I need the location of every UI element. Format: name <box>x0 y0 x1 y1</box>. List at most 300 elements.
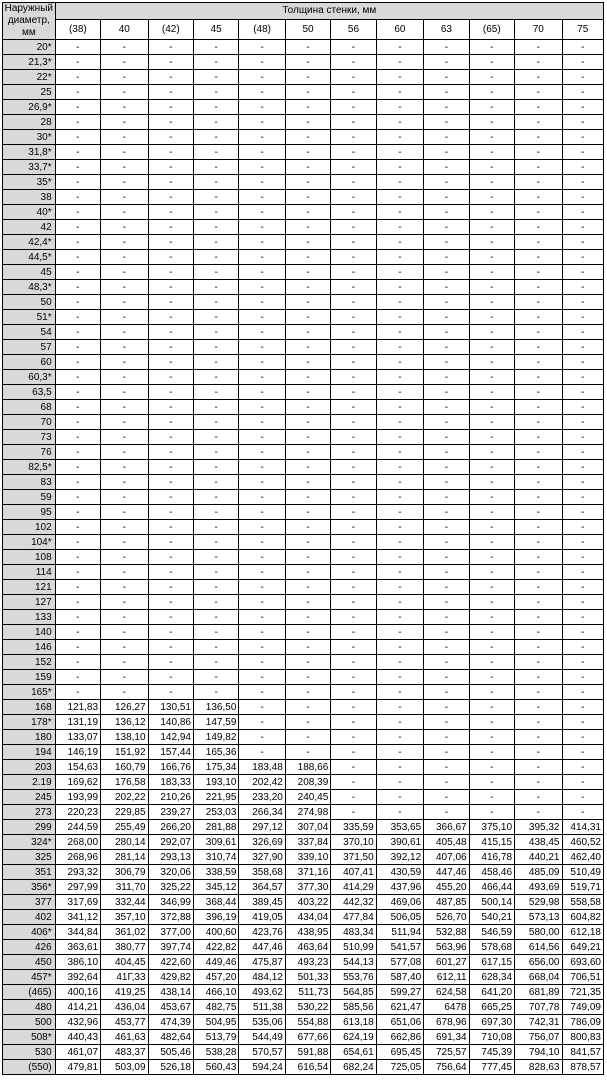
value-cell: - <box>469 55 514 70</box>
value-cell: - <box>469 430 514 445</box>
diameter-cell: 402 <box>3 910 56 925</box>
value-cell: - <box>101 670 148 685</box>
value-cell: - <box>239 550 285 565</box>
value-cell: - <box>424 175 469 190</box>
value-cell: 504,95 <box>193 1015 238 1030</box>
column-header: 70 <box>515 19 562 39</box>
diameter-cell: 70 <box>3 415 56 430</box>
value-cell: - <box>331 265 376 280</box>
value-cell: 538,28 <box>193 1045 238 1060</box>
value-cell: - <box>515 655 562 670</box>
value-cell: 415,15 <box>469 835 514 850</box>
value-cell: - <box>515 235 562 250</box>
table-row <box>3 940 604 955</box>
value-cell: - <box>469 235 514 250</box>
value-cell: 434,04 <box>285 910 330 925</box>
value-cell: - <box>515 265 562 280</box>
value-cell: - <box>424 805 469 820</box>
value-cell: - <box>469 640 514 655</box>
value-cell: 786,09 <box>562 1015 604 1030</box>
table-row <box>3 70 604 85</box>
value-cell: - <box>55 415 100 430</box>
value-cell: - <box>101 265 148 280</box>
value-cell: - <box>285 310 330 325</box>
value-cell: 138,10 <box>101 730 148 745</box>
value-cell: 878,57 <box>562 1060 604 1075</box>
value-cell: - <box>424 325 469 340</box>
value-cell: - <box>285 250 330 265</box>
diameter-cell: 146 <box>3 640 56 655</box>
value-cell: - <box>239 535 285 550</box>
value-cell: 407,41 <box>331 865 376 880</box>
value-cell: - <box>331 685 376 700</box>
value-cell: - <box>101 370 148 385</box>
value-cell: 438,45 <box>515 835 562 850</box>
value-cell: - <box>101 160 148 175</box>
diameter-cell: 73 <box>3 430 56 445</box>
value-cell: - <box>376 475 423 490</box>
value-cell: - <box>101 565 148 580</box>
value-cell: - <box>331 400 376 415</box>
value-cell: - <box>376 55 423 70</box>
value-cell: - <box>148 280 193 295</box>
outer-diameter-header: Наружный диаметр, мм <box>3 3 56 40</box>
value-cell: - <box>376 565 423 580</box>
value-cell: 479,81 <box>55 1060 100 1075</box>
table-row <box>3 1000 604 1015</box>
table-row <box>3 400 604 415</box>
value-cell: 400,60 <box>193 925 238 940</box>
value-cell: - <box>469 505 514 520</box>
value-cell: - <box>148 595 193 610</box>
value-cell: 721,35 <box>562 985 604 1000</box>
value-cell: 337,84 <box>285 835 330 850</box>
value-cell: - <box>285 145 330 160</box>
value-cell: - <box>55 205 100 220</box>
value-cell: - <box>285 655 330 670</box>
value-cell: 756,07 <box>515 1030 562 1045</box>
value-cell: 453,67 <box>148 1000 193 1015</box>
value-cell: 612,18 <box>562 925 604 940</box>
value-cell: - <box>469 625 514 640</box>
diameter-cell: 60,3* <box>3 370 56 385</box>
value-cell: 370,10 <box>331 835 376 850</box>
value-cell: - <box>239 130 285 145</box>
diameter-cell: 127 <box>3 595 56 610</box>
value-cell: 578,68 <box>469 940 514 955</box>
value-cell: - <box>515 250 562 265</box>
value-cell: - <box>376 175 423 190</box>
column-header: (48) <box>239 19 285 39</box>
value-cell: - <box>331 805 376 820</box>
value-cell: - <box>193 235 238 250</box>
value-cell: - <box>331 115 376 130</box>
value-cell: - <box>193 70 238 85</box>
value-cell: - <box>331 580 376 595</box>
column-header: (42) <box>148 19 193 39</box>
column-header: 63 <box>424 19 469 39</box>
value-cell: - <box>148 520 193 535</box>
value-cell: - <box>515 475 562 490</box>
value-cell: - <box>376 190 423 205</box>
value-cell: 147,59 <box>193 715 238 730</box>
value-cell: - <box>285 70 330 85</box>
value-cell: 651,06 <box>376 1015 423 1030</box>
value-cell: 166,76 <box>148 760 193 775</box>
value-cell: - <box>239 445 285 460</box>
value-cell: - <box>148 205 193 220</box>
value-cell: - <box>331 85 376 100</box>
value-cell: - <box>562 700 604 715</box>
value-cell: - <box>331 70 376 85</box>
value-cell: - <box>424 265 469 280</box>
value-cell: 513,79 <box>193 1030 238 1045</box>
value-cell: - <box>331 760 376 775</box>
value-cell: - <box>376 790 423 805</box>
value-cell: - <box>239 595 285 610</box>
diameter-cell: 273 <box>3 805 56 820</box>
value-cell: - <box>469 415 514 430</box>
value-cell: - <box>376 805 423 820</box>
value-cell: 326,69 <box>239 835 285 850</box>
value-cell: 140,86 <box>148 715 193 730</box>
value-cell: - <box>376 310 423 325</box>
value-cell: 483,37 <box>101 1045 148 1060</box>
value-cell: 332,44 <box>101 895 148 910</box>
value-cell: - <box>193 310 238 325</box>
value-cell: 601,27 <box>424 955 469 970</box>
value-cell: - <box>376 595 423 610</box>
value-cell: - <box>55 280 100 295</box>
value-cell: - <box>193 520 238 535</box>
value-cell: - <box>424 340 469 355</box>
value-cell: - <box>469 685 514 700</box>
value-cell: 616,54 <box>285 1060 330 1075</box>
value-cell: 440,43 <box>55 1030 100 1045</box>
value-cell: 121,83 <box>55 700 100 715</box>
value-cell: 654,61 <box>331 1045 376 1060</box>
value-cell: - <box>55 460 100 475</box>
value-cell: - <box>148 565 193 580</box>
value-cell: - <box>331 625 376 640</box>
value-cell: - <box>148 115 193 130</box>
value-cell: - <box>148 70 193 85</box>
value-cell: - <box>376 355 423 370</box>
value-cell: - <box>239 400 285 415</box>
value-cell: - <box>285 535 330 550</box>
value-cell: - <box>55 505 100 520</box>
value-cell: 372,88 <box>148 910 193 925</box>
value-cell: - <box>101 175 148 190</box>
value-cell: 681,89 <box>515 985 562 1000</box>
value-cell: - <box>562 160 604 175</box>
diameter-cell: 178* <box>3 715 56 730</box>
value-cell: - <box>469 670 514 685</box>
value-cell: 188,66 <box>285 760 330 775</box>
value-cell: - <box>515 535 562 550</box>
value-cell: - <box>424 55 469 70</box>
value-cell: - <box>193 40 238 55</box>
table-row <box>3 295 604 310</box>
value-cell: - <box>469 775 514 790</box>
column-header: 45 <box>193 19 238 39</box>
value-cell: - <box>515 400 562 415</box>
value-cell: 268,00 <box>55 835 100 850</box>
value-cell: 266,20 <box>148 820 193 835</box>
value-cell: - <box>193 340 238 355</box>
diameter-cell: 76 <box>3 445 56 460</box>
value-cell: - <box>193 280 238 295</box>
value-cell: 510,49 <box>562 865 604 880</box>
value-cell: - <box>148 550 193 565</box>
value-cell: - <box>424 115 469 130</box>
value-cell: 668,04 <box>515 970 562 985</box>
value-cell: - <box>101 325 148 340</box>
value-cell: - <box>55 535 100 550</box>
value-cell: - <box>562 235 604 250</box>
table-row <box>3 355 604 370</box>
diameter-cell: 377 <box>3 895 56 910</box>
value-cell: - <box>376 100 423 115</box>
value-cell: - <box>285 670 330 685</box>
table-row <box>3 460 604 475</box>
value-cell: - <box>562 115 604 130</box>
value-cell: - <box>101 310 148 325</box>
value-cell: 532,88 <box>424 925 469 940</box>
value-cell: - <box>55 130 100 145</box>
value-cell: 363,61 <box>55 940 100 955</box>
value-cell: - <box>424 310 469 325</box>
value-cell: - <box>376 760 423 775</box>
value-cell: - <box>101 610 148 625</box>
value-cell: - <box>285 325 330 340</box>
value-cell: - <box>515 160 562 175</box>
value-cell: - <box>424 490 469 505</box>
value-cell: - <box>562 475 604 490</box>
table-row <box>3 160 604 175</box>
value-cell: - <box>239 55 285 70</box>
table-row <box>3 280 604 295</box>
value-cell: - <box>331 250 376 265</box>
table-row <box>3 385 604 400</box>
value-cell: - <box>285 370 330 385</box>
value-cell: - <box>469 100 514 115</box>
value-cell: - <box>331 40 376 55</box>
diameter-cell: 159 <box>3 670 56 685</box>
value-cell: - <box>469 520 514 535</box>
value-cell: 310,74 <box>193 850 238 865</box>
value-cell: - <box>239 700 285 715</box>
value-cell: - <box>101 355 148 370</box>
diameter-cell: 30* <box>3 130 56 145</box>
value-cell: - <box>285 625 330 640</box>
value-cell: 375,10 <box>469 820 514 835</box>
diameter-cell: 245 <box>3 790 56 805</box>
value-cell: - <box>193 475 238 490</box>
table-row <box>3 475 604 490</box>
value-cell: - <box>193 145 238 160</box>
column-header: 56 <box>331 19 376 39</box>
value-cell: - <box>424 505 469 520</box>
table-body <box>3 40 604 1075</box>
value-cell: 416,78 <box>469 850 514 865</box>
value-cell: 447,46 <box>424 865 469 880</box>
value-cell: 274,98 <box>285 805 330 820</box>
value-cell: - <box>376 370 423 385</box>
value-cell: - <box>515 445 562 460</box>
value-cell: 570,57 <box>239 1045 285 1060</box>
table-row <box>3 265 604 280</box>
diameter-cell: 42 <box>3 220 56 235</box>
value-cell: 307,04 <box>285 820 330 835</box>
value-cell: - <box>55 70 100 85</box>
value-cell: - <box>424 520 469 535</box>
value-cell: - <box>285 415 330 430</box>
value-cell: 828,63 <box>515 1060 562 1075</box>
value-cell: 297,12 <box>239 820 285 835</box>
value-cell: - <box>562 445 604 460</box>
diameter-cell: 25 <box>3 85 56 100</box>
value-cell: - <box>376 70 423 85</box>
value-cell: - <box>376 145 423 160</box>
value-cell: - <box>239 730 285 745</box>
value-cell: - <box>55 100 100 115</box>
value-cell: - <box>55 295 100 310</box>
value-cell: - <box>376 745 423 760</box>
value-cell: 677,66 <box>285 1030 330 1045</box>
value-cell: - <box>376 535 423 550</box>
value-cell: - <box>331 490 376 505</box>
value-cell: - <box>193 550 238 565</box>
value-cell: - <box>193 85 238 100</box>
value-cell: 460,52 <box>562 835 604 850</box>
value-cell: - <box>101 295 148 310</box>
value-cell: - <box>469 460 514 475</box>
diameter-cell: 104* <box>3 535 56 550</box>
value-cell: 442,32 <box>331 895 376 910</box>
value-cell: - <box>515 415 562 430</box>
wall-thickness-header: Толщина стенки, мм <box>55 3 603 20</box>
value-cell: - <box>331 445 376 460</box>
table-head <box>3 3 604 40</box>
value-cell: 208,39 <box>285 775 330 790</box>
value-cell: - <box>515 685 562 700</box>
value-cell: 371,50 <box>331 850 376 865</box>
value-cell: - <box>515 460 562 475</box>
value-cell: - <box>331 550 376 565</box>
diameter-cell: 450 <box>3 955 56 970</box>
value-cell: - <box>55 625 100 640</box>
value-cell: - <box>515 715 562 730</box>
value-cell: 461,63 <box>101 1030 148 1045</box>
value-cell: - <box>148 325 193 340</box>
value-cell: 419,25 <box>101 985 148 1000</box>
value-cell: - <box>285 640 330 655</box>
value-cell: - <box>148 445 193 460</box>
value-cell: - <box>101 55 148 70</box>
value-cell: 165,36 <box>193 745 238 760</box>
table-row <box>3 520 604 535</box>
value-cell: - <box>148 190 193 205</box>
value-cell: 41Г,33 <box>101 970 148 985</box>
value-cell: - <box>148 475 193 490</box>
value-cell: - <box>562 325 604 340</box>
value-cell: - <box>193 295 238 310</box>
table-row <box>3 235 604 250</box>
value-cell: 240,45 <box>285 790 330 805</box>
value-cell: 749,09 <box>562 1000 604 1015</box>
value-cell: - <box>515 85 562 100</box>
value-cell: - <box>239 715 285 730</box>
value-cell: 210,26 <box>148 790 193 805</box>
value-cell: 361,02 <box>101 925 148 940</box>
value-cell: - <box>55 400 100 415</box>
value-cell: - <box>331 730 376 745</box>
value-cell: - <box>148 310 193 325</box>
value-cell: - <box>331 775 376 790</box>
value-cell: - <box>562 310 604 325</box>
table-row <box>3 640 604 655</box>
value-cell: 422,60 <box>148 955 193 970</box>
value-cell: - <box>55 640 100 655</box>
value-cell: 255,49 <box>101 820 148 835</box>
value-cell: 432,96 <box>55 1015 100 1030</box>
diameter-cell: 95 <box>3 505 56 520</box>
value-cell: - <box>239 475 285 490</box>
diameter-cell: 40* <box>3 205 56 220</box>
value-cell: - <box>285 595 330 610</box>
value-cell: - <box>469 205 514 220</box>
value-cell: 221,95 <box>193 790 238 805</box>
value-cell: - <box>515 370 562 385</box>
value-cell: - <box>515 745 562 760</box>
value-cell: 564,85 <box>331 985 376 1000</box>
value-cell: - <box>285 160 330 175</box>
value-cell: - <box>515 175 562 190</box>
value-cell: - <box>285 505 330 520</box>
value-cell: - <box>193 55 238 70</box>
value-cell: - <box>376 265 423 280</box>
diameter-cell: 508* <box>3 1030 56 1045</box>
table-row <box>3 850 604 865</box>
value-cell: 544,13 <box>331 955 376 970</box>
value-cell: - <box>193 610 238 625</box>
value-cell: - <box>101 550 148 565</box>
group-header-row <box>3 3 604 20</box>
value-cell: 580,00 <box>515 925 562 940</box>
value-cell: - <box>285 550 330 565</box>
value-cell: - <box>562 220 604 235</box>
value-cell: - <box>285 565 330 580</box>
value-cell: 438,14 <box>148 985 193 1000</box>
diameter-cell: 57 <box>3 340 56 355</box>
value-cell: 353,65 <box>376 820 423 835</box>
diameter-cell: 50 <box>3 295 56 310</box>
value-cell: - <box>148 250 193 265</box>
value-cell: - <box>562 775 604 790</box>
table-row <box>3 490 604 505</box>
value-cell: - <box>239 235 285 250</box>
value-cell: 453,77 <box>101 1015 148 1030</box>
value-cell: - <box>331 790 376 805</box>
diameter-cell: (465) <box>3 985 56 1000</box>
diameter-cell: 48,3* <box>3 280 56 295</box>
value-cell: - <box>285 220 330 235</box>
value-cell: - <box>469 715 514 730</box>
value-cell: - <box>193 370 238 385</box>
value-cell: 377,00 <box>148 925 193 940</box>
value-cell: - <box>331 145 376 160</box>
